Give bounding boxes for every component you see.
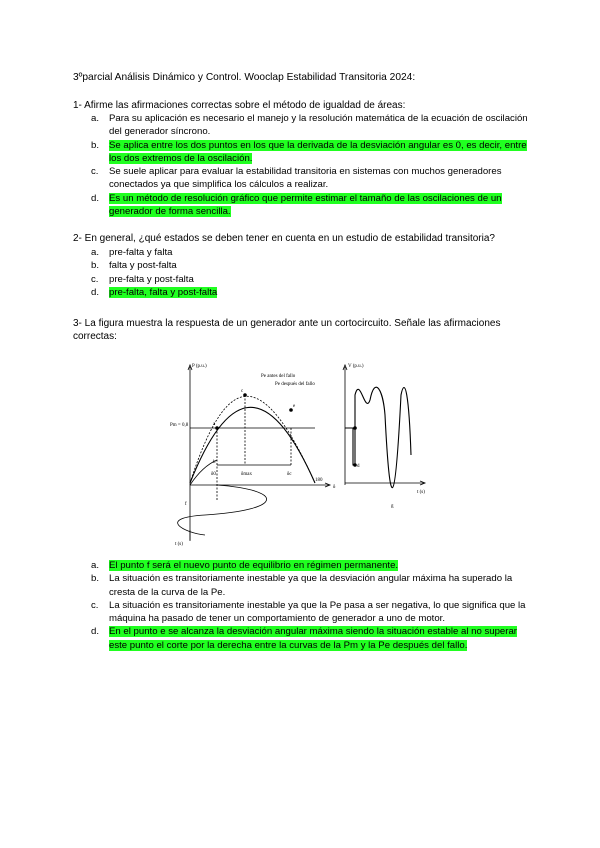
highlighted-answer: El punto f será el nuevo punto de equilibrio en régimen permanente.: [109, 560, 399, 571]
delta-time-swing: [178, 485, 267, 535]
highlighted-answer: Es un método de resolución gráfico que permite estimar el tamaño de las oscilaciones de un generador de forma sencilla.: [109, 192, 502, 218]
svg-text:d: d: [357, 464, 360, 469]
question-1-options: [91, 112, 531, 218]
question-1-prompt: 1- Afirme las afirmaciones correctas sobre el método de igualdad de áreas:: [73, 100, 406, 111]
v-time-curve: [345, 387, 411, 488]
option-3c: c. La situación es transitoriamente inestable ya que la Pe pasa a ser negativa, lo que significa que la máquina ha pasado de tener un comportamiento de generador a uno de motor.: [91, 599, 526, 625]
curve-before-label: Pe antes del fallo: [261, 374, 296, 379]
delta-label: δ: [333, 485, 336, 490]
svg-text:δc: δc: [287, 472, 292, 477]
t-axis-label: t (s): [417, 490, 425, 495]
svg-text:δ0: δ0: [211, 472, 216, 477]
point-c: [243, 393, 247, 397]
svg-text:c: c: [241, 389, 244, 394]
highlighted-answer: pre-falta, falta y post-falta: [109, 286, 218, 298]
question-2-prompt: 2- En general, ¿qué estados se deben tener en cuenta en un estudio de estabilidad transitoria?: [73, 233, 495, 244]
highlighted-answer: Se aplica entre los dos puntos en los que la derivada de la desviación angular es 0, es decir, entre los dos extremos de la oscilación.: [109, 139, 527, 164]
question-3-options: [91, 559, 531, 652]
svg-text:e: e: [293, 404, 296, 409]
point-a: [215, 426, 219, 430]
option-1b: b. Se aplica entre los dos puntos en los que la derivada de la desviación angular es 0, es decir, entre los dos extremos de la oscilación.: [91, 139, 527, 164]
question-2-options: [91, 246, 531, 299]
p-axis-label: P (p.u.): [192, 364, 207, 369]
svg-text:180: 180: [315, 478, 323, 483]
option-2c: c. pre-falta y post-falta: [91, 273, 194, 285]
pm-label: Pm = 0,8: [170, 423, 189, 428]
curve-after-label: Pe después del fallo: [275, 382, 315, 387]
v-axis-label: V (p.u.): [348, 364, 364, 369]
svg-text:b: b: [213, 460, 216, 465]
option-2a: a. pre-falta y falta: [91, 247, 173, 258]
option-3d: d. En el punto e se alcanza la desviación angular máxima siendo la situación estable al no superar este punto el corte por la derecha entre la curvas de la Pm y la Pe después del fallo.: [91, 626, 517, 651]
page-title: 3ºparcial Análisis Dinámico y Control. Wooclap Estabilidad Transitoria 2024:: [73, 72, 416, 83]
option-2d: d. pre-falta, falta y post-falta: [91, 286, 218, 298]
highlighted-answer: En el punto e se alcanza la desviación angular máxima siendo la situación estable al no superar este punto el corte por la derecha entre la curvas de la Pm y la Pe después del fallo.: [109, 626, 517, 651]
pe-after-curve: [190, 407, 315, 483]
svg-text:a: a: [213, 422, 216, 427]
option-3a: a. El punto f será el nuevo punto de equilibrio en régimen permanente.: [91, 560, 399, 571]
question-3-prompt: 3- La figura muestra la respuesta de un generador ante un cortocircuito. Señale las afirmaciones correctas:: [73, 318, 501, 342]
svg-text:g: g: [391, 504, 394, 509]
generator-response-figure: [165, 355, 455, 550]
pe-before-curve: [190, 396, 315, 483]
option-1d: d. Es un método de resolución gráfico que permite estimar el tamaño de las oscilaciones de un generador de forma sencilla.: [91, 192, 502, 218]
svg-text:t (s): t (s): [175, 542, 183, 547]
option-2b: b. falta y post-falta: [91, 260, 177, 272]
option-1a: a. Para su aplicación es necesario el manejo y la resolución matemática de la ecuación de oscilación del generador síncrono.: [91, 113, 528, 138]
svg-text:δmax: δmax: [241, 472, 252, 477]
option-3b: b. La situación es transitoriamente inestable ya que la desviación angular máxima ha superado la cresta de la curva de la Pe.: [91, 573, 513, 598]
svg-text:f: f: [185, 502, 187, 507]
option-1c: c. Se suele aplicar para evaluar la estabilidad transitoria en sistemas con muchos generadores conectados ya que simplifica los cálculos a realizar.: [91, 166, 502, 191]
